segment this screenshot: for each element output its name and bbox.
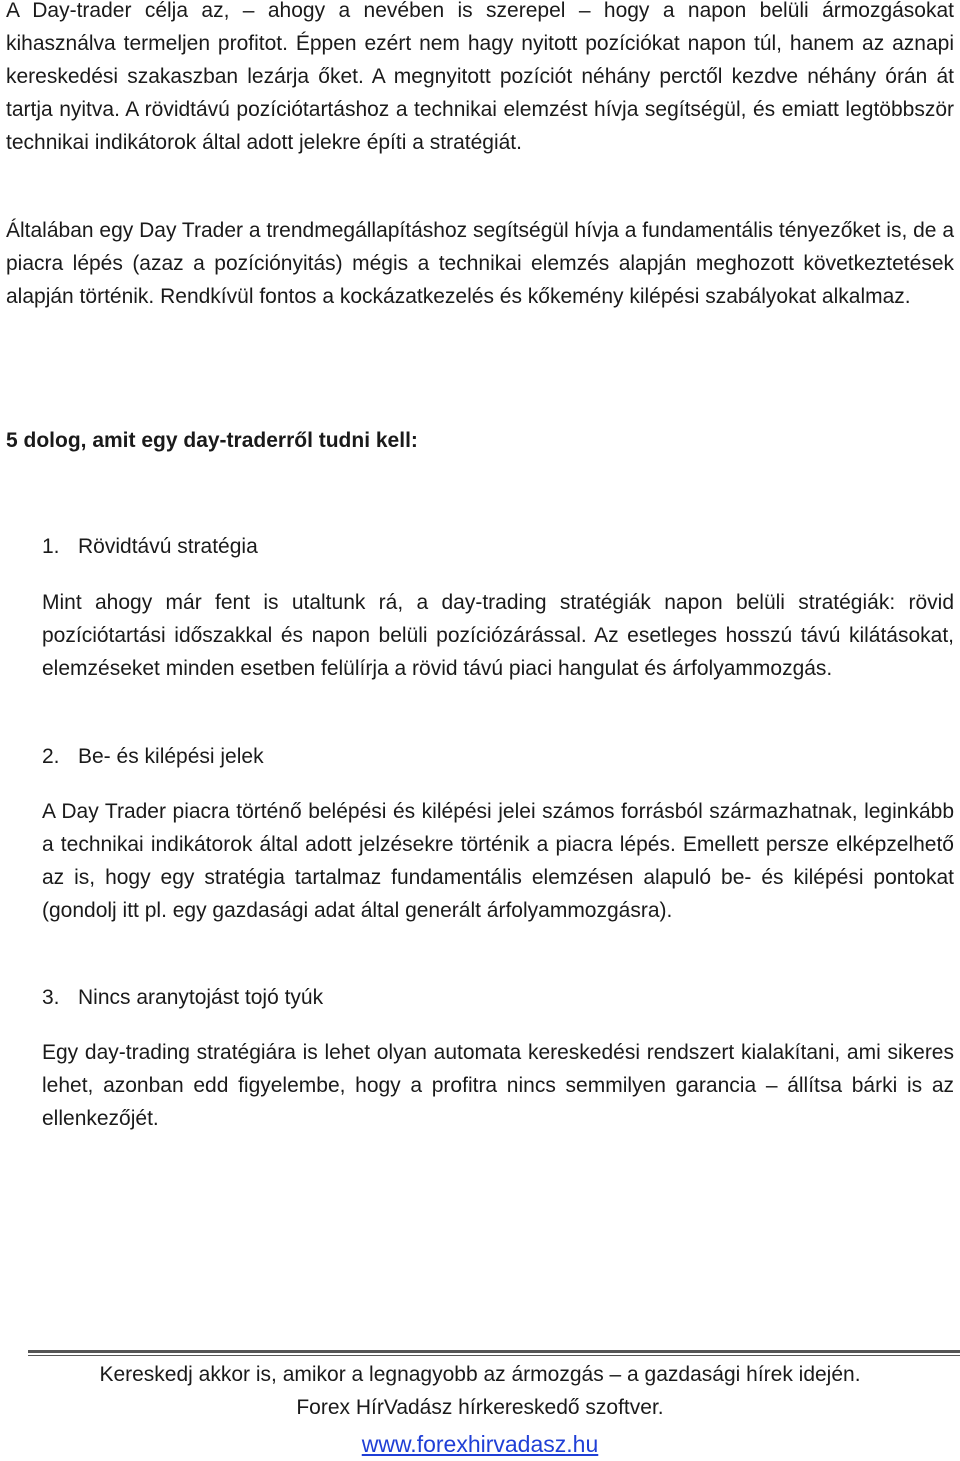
list-item-body-1: Mint ahogy már fent is utaltunk rá, a day-trading stratégiák napon belüli stratégiák: rövid pozíciótartási időszakkal és napon belüli pozíciózárással. Az esetleges hosszú távú kilátásokat, elemzéseket minden esetben felülírja a rövid távú piaci hangulat és árfolyammozgás.: [42, 591, 954, 680]
intro-paragraph-1: A Day-trader célja az, – ahogy a nevében is szerepel – hogy a napon belüli ármozgásokat kihasználva termeljen profitot. Éppen ezért nem hagy nyitott pozíciókat napon túl, hanem az aznapi kereskedési szakaszban lezárja őket. A megnyitott pozíciót néhány perctől kezdve néhány órán át tartja nyitva. A rövidtávú pozíciótartáshoz a technikai elemzést hívja segítségül, és emiatt legtöbbször technikai indikátorok által adott jelekre építi a stratégiát.: [6, 0, 954, 154]
footer-link-line: [0, 1429, 960, 1461]
list-item-body-2: A Day Trader piacra történő belépési és kilépési jelei számos forrásból származhatnak, leginkább a technikai indikátorok által adott jelzésekre történik a piacra lépés. Emellett persze elképzelhető az is, hogy egy stratégia tartalmaz fundamentális elemzésen alapuló be- és kilépési pontokat (gondolj itt pl. egy gazdasági adat által generált árfolyammozgásra).: [42, 800, 954, 922]
list-item-title-1: [42, 530, 258, 563]
footer-product-name: Forex HírVadász hírkereskedő szoftver.: [296, 1396, 664, 1419]
list-item-title-text: Be- és kilépési jelek: [78, 745, 264, 768]
list-item-title-2: [42, 740, 264, 773]
intro-paragraph-2: Általában egy Day Trader a trendmegállapításhoz segítségül hívja a fundamentális tényezőket is, de a piacra lépés (azaz a pozíciónyitás) mégis a technikai elemzés alapján meghozott következtetések alapján történik. Rendkívül fontos a kockázatkezelés és kőkemény kilépési szabályokat alkalmaz.: [6, 219, 954, 308]
list-item-body-3: Egy day-trading stratégiára is lehet olyan automata kereskedési rendszert kialakítani, ami sikeres lehet, azonban edd figyelembe, hogy a profitra nincs semmilyen garancia – állítsa bárki is az ellenkezőjét.: [42, 1041, 954, 1130]
list-item-title-3: [42, 981, 323, 1014]
footer-tagline: Kereskedj akkor is, amikor a legnagyobb az ármozgás – a gazdasági hírek idején.: [99, 1363, 861, 1386]
footer-divider: [28, 1350, 960, 1353]
list-item-number: 1.: [42, 535, 60, 558]
section-heading: 5 dolog, amit egy day-traderről tudni kell:: [6, 429, 418, 452]
list-item-number: 3.: [42, 986, 60, 1009]
list-item-number: 2.: [42, 745, 60, 768]
list-item-title-text: Nincs aranytojást tojó tyúk: [78, 986, 324, 1009]
footer-website-link[interactable]: www.forexhirvadasz.hu: [361, 1431, 599, 1457]
list-item-title-text: Rövidtávú stratégia: [78, 535, 258, 558]
